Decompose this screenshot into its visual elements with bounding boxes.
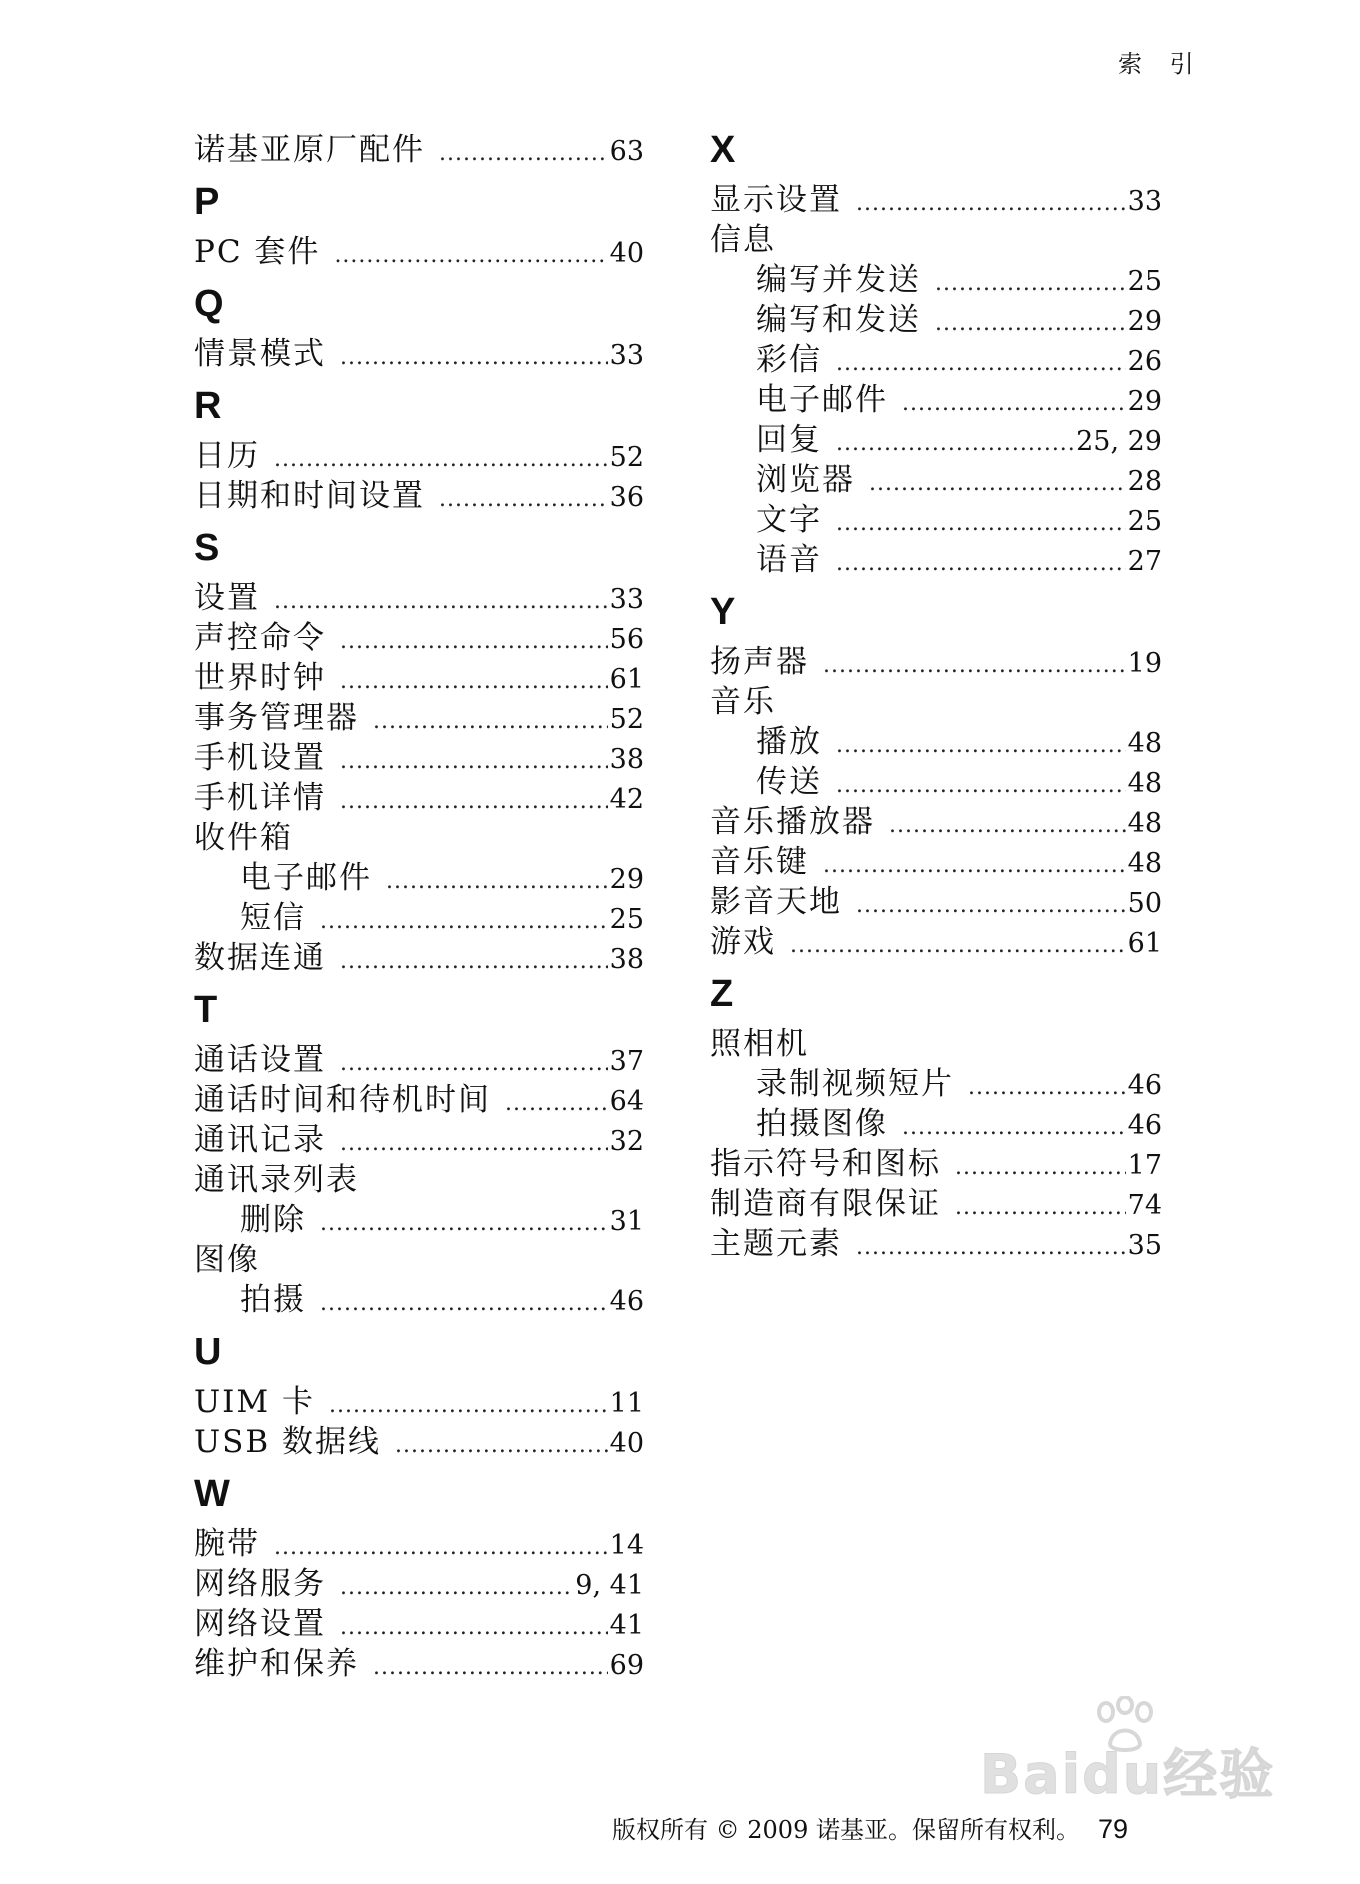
index-entry: [710, 1024, 1162, 1064]
dot-leader: [968, 1068, 1126, 1108]
index-page: 36: [609, 482, 644, 513]
index-entry: [710, 1184, 1162, 1224]
index-page: 17: [1127, 1150, 1162, 1181]
index-section: [194, 386, 644, 516]
index-page: 48: [1127, 728, 1162, 759]
index-term: 编写和发送: [756, 302, 921, 338]
index-term: 手机设置: [194, 740, 326, 776]
dot-leader: [955, 1148, 1126, 1188]
index-subentry: [710, 762, 1162, 802]
index-page: 48: [1127, 848, 1162, 879]
index-page: 63: [609, 136, 644, 167]
index-subentry: [710, 1104, 1162, 1144]
index-term: 图像: [194, 1242, 260, 1278]
dot-leader: [869, 464, 1126, 504]
dot-leader: [836, 766, 1126, 806]
dot-leader: [320, 902, 608, 942]
index-entry: [194, 778, 644, 818]
index-page: 29: [1127, 386, 1162, 417]
index-entry: [194, 1080, 644, 1120]
index-term: 腕带: [194, 1526, 260, 1562]
index-term: 设置: [194, 580, 260, 616]
index-subentry: [710, 260, 1162, 300]
index-entry: [194, 1524, 644, 1564]
index-section: [194, 990, 644, 1320]
section-letter: Y: [710, 591, 736, 633]
index-page: 33: [609, 584, 644, 615]
index-entry: [194, 130, 644, 170]
index-page: 61: [609, 664, 644, 695]
index-page: 41: [609, 1610, 644, 1641]
index-page: 61: [1127, 928, 1162, 959]
dot-leader: [856, 1228, 1126, 1268]
index-entry: [194, 436, 644, 476]
index-term: 诺基亚原厂配件: [194, 132, 425, 168]
dot-leader: [340, 1124, 608, 1164]
index-page: 38: [609, 744, 644, 775]
index-entry: [710, 642, 1162, 682]
index-section: [194, 284, 644, 374]
index-page: 37: [609, 1046, 644, 1077]
index-page: 38: [609, 944, 644, 975]
index-subentry: [194, 1280, 644, 1320]
index-page: 14: [609, 1530, 644, 1561]
index-page: 9, 41: [575, 1570, 644, 1601]
index-page: 33: [609, 340, 644, 371]
index-subentry: [194, 1200, 644, 1240]
dot-leader: [386, 862, 608, 902]
index-term: 维护和保养: [194, 1646, 359, 1682]
index-page: 50: [1127, 888, 1162, 919]
index-term: 扬声器: [710, 644, 809, 680]
index-term: 制造商有限保证: [710, 1186, 941, 1222]
index-subentry: [710, 300, 1162, 340]
index-term: 文字: [756, 502, 822, 538]
copyright-text: 版权所有 © 2009 诺基亚。保留所有权利。: [612, 1816, 1080, 1844]
section-letter: T: [194, 989, 218, 1031]
index-term: 声控命令: [194, 620, 326, 656]
index-entry: [194, 232, 644, 272]
dot-leader: [340, 1568, 573, 1608]
index-term: 网络设置: [194, 1606, 326, 1642]
index-section: [194, 182, 644, 272]
index-term: 数据连通: [194, 940, 326, 976]
index-term: PC 套件: [194, 234, 321, 270]
dot-leader: [320, 1204, 608, 1244]
index-page: 52: [609, 704, 644, 735]
index-subentry: [710, 420, 1162, 460]
index-page: 46: [1127, 1070, 1162, 1101]
index-entry: [194, 938, 644, 978]
index-subentry: [710, 340, 1162, 380]
index-term: USB 数据线: [194, 1424, 381, 1460]
index-subentry: [710, 500, 1162, 540]
dot-leader: [274, 1528, 608, 1568]
index-page: 56: [609, 624, 644, 655]
dot-leader: [373, 1648, 608, 1688]
index-subentry: [710, 380, 1162, 420]
dot-leader: [823, 846, 1126, 886]
index-term: 主题元素: [710, 1226, 842, 1262]
index-sections-right: [710, 130, 1162, 1264]
index-term: 通话设置: [194, 1042, 326, 1078]
section-letter: X: [710, 129, 736, 171]
index-entry: [194, 1160, 644, 1200]
index-entry: [710, 802, 1162, 842]
index-page: 46: [609, 1286, 644, 1317]
index-entry: [710, 1224, 1162, 1264]
index-page: 40: [609, 1428, 644, 1459]
index-column-left: [194, 130, 644, 1684]
index-entry: [710, 842, 1162, 882]
index-entry: [710, 220, 1162, 260]
dot-leader: [274, 582, 608, 622]
index-page: 40: [609, 238, 644, 269]
index-term: 网络服务: [194, 1566, 326, 1602]
section-letter: S: [194, 527, 220, 569]
dot-leader: [902, 1108, 1126, 1148]
section-letter: Z: [710, 973, 734, 1015]
index-entry: [194, 618, 644, 658]
index-term: UIM 卡: [194, 1384, 315, 1420]
index-entry: [710, 922, 1162, 962]
index-term: 信息: [710, 222, 776, 258]
section-letter: W: [194, 1473, 230, 1515]
dot-leader: [836, 504, 1126, 544]
dot-leader: [334, 236, 607, 276]
index-term: 回复: [756, 422, 822, 458]
index-term: 手机详情: [194, 780, 326, 816]
dot-leader: [836, 544, 1126, 584]
index-section: [710, 974, 1162, 1264]
watermark-text: Baidu经验: [980, 1743, 1276, 1806]
dot-leader: [395, 1426, 608, 1466]
index-term: 日历: [194, 438, 260, 474]
index-term: 音乐: [710, 684, 776, 720]
running-head: 索 引: [1118, 50, 1204, 78]
dot-leader: [836, 344, 1126, 384]
index-term: 事务管理器: [194, 700, 359, 736]
index-page: 25: [1127, 266, 1162, 297]
index-term: 游戏: [710, 924, 776, 960]
index-term: 指示符号和图标: [710, 1146, 941, 1182]
index-page: 52: [609, 442, 644, 473]
index-section: [710, 592, 1162, 962]
index-entry: [710, 882, 1162, 922]
dot-leader: [329, 1386, 608, 1426]
index-subentry: [194, 858, 644, 898]
index-page: 32: [609, 1126, 644, 1157]
dot-leader: [955, 1188, 1126, 1228]
index-page: 69: [609, 1650, 644, 1681]
dot-leader: [935, 304, 1126, 344]
index-subentry: [710, 540, 1162, 580]
index-term: 情景模式: [194, 336, 326, 372]
index-sections-left: [194, 182, 644, 1684]
index-page: 25: [609, 904, 644, 935]
index-term: 语音: [756, 542, 822, 578]
index-page: 25, 29: [1076, 426, 1162, 457]
index-entry: [194, 818, 644, 858]
index-section: [194, 528, 644, 978]
index-subentry: [710, 1064, 1162, 1104]
index-entry: [194, 1604, 644, 1644]
index-entry: [194, 1382, 644, 1422]
index-section: [194, 1332, 644, 1462]
index-page: 27: [1127, 546, 1162, 577]
index-page: 29: [609, 864, 644, 895]
index-entry: [194, 578, 644, 618]
index-page: 29: [1127, 306, 1162, 337]
index-entry: [710, 682, 1162, 722]
dot-leader: [340, 1608, 608, 1648]
index-column-right: [710, 130, 1162, 1264]
index-term: 音乐播放器: [710, 804, 875, 840]
dot-leader: [340, 1044, 608, 1084]
index-section: [194, 1474, 644, 1684]
dot-leader: [320, 1284, 608, 1324]
index-term: 传送: [756, 764, 822, 800]
index-entry: [194, 1644, 644, 1684]
section-letter: P: [194, 181, 220, 223]
index-term: 拍摄图像: [756, 1106, 888, 1142]
dot-leader: [340, 662, 608, 702]
index-term: 照相机: [710, 1026, 809, 1062]
index-term: 通话时间和待机时间: [194, 1082, 491, 1118]
index-entry: [194, 658, 644, 698]
section-letter: R: [194, 385, 222, 427]
index-term: 音乐键: [710, 844, 809, 880]
dot-leader: [340, 942, 608, 982]
index-page: 42: [609, 784, 644, 815]
index-term: 编写并发送: [756, 262, 921, 298]
index-entry: [194, 1564, 644, 1604]
index-term: 通讯录列表: [194, 1162, 359, 1198]
dot-leader: [836, 726, 1126, 766]
index-term: 删除: [240, 1202, 306, 1238]
index-section: [710, 130, 1162, 580]
index-entry: [194, 1120, 644, 1160]
dot-leader: [505, 1084, 608, 1124]
index-entry: [194, 1040, 644, 1080]
index-term: 彩信: [756, 342, 822, 378]
index-page: 11: [609, 1388, 644, 1419]
dot-leader: [439, 134, 608, 174]
index-page: 31: [609, 1206, 644, 1237]
dot-leader: [836, 424, 1074, 464]
index-page: 35: [1127, 1230, 1162, 1261]
dot-leader: [373, 702, 608, 742]
index-term: 电子邮件: [756, 382, 888, 418]
dot-leader: [340, 782, 608, 822]
index-term: 世界时钟: [194, 660, 326, 696]
dot-leader: [935, 264, 1126, 304]
index-term: 拍摄: [240, 1282, 306, 1318]
dot-leader: [274, 440, 608, 480]
dot-leader: [439, 480, 608, 520]
dot-leader: [823, 646, 1126, 686]
index-term: 电子邮件: [240, 860, 372, 896]
page-number: 79: [1097, 1814, 1129, 1844]
index-page: 48: [1127, 768, 1162, 799]
index-entry: [194, 334, 644, 374]
dot-leader: [856, 184, 1126, 224]
index-page: 64: [609, 1086, 644, 1117]
index-term: 短信: [240, 900, 306, 936]
index-page: 46: [1127, 1110, 1162, 1141]
dot-leader: [340, 742, 608, 782]
index-entry: [194, 698, 644, 738]
index-page: 28: [1127, 466, 1162, 497]
index-subentry: [710, 722, 1162, 762]
index-entry: [194, 738, 644, 778]
section-letter: Q: [194, 283, 224, 325]
index-term: 通讯记录: [194, 1122, 326, 1158]
index-page: 74: [1127, 1190, 1162, 1221]
index-entry: [710, 1144, 1162, 1184]
index-term: 录制视频短片: [756, 1066, 954, 1102]
index-page: 19: [1127, 648, 1162, 679]
index-page: 33: [1127, 186, 1162, 217]
index-term: 显示设置: [710, 182, 842, 218]
index-term: 播放: [756, 724, 822, 760]
index-term: 日期和时间设置: [194, 478, 425, 514]
dot-leader: [856, 886, 1126, 926]
index-entry: [194, 476, 644, 516]
dot-leader: [340, 338, 608, 378]
index-entry: [194, 1240, 644, 1280]
dot-leader: [902, 384, 1126, 424]
dot-leader: [889, 806, 1126, 846]
index-page: 25: [1127, 506, 1162, 537]
index-subentry: [194, 898, 644, 938]
index-page: 26: [1127, 346, 1162, 377]
index-term: 浏览器: [756, 462, 855, 498]
index-page: 48: [1127, 808, 1162, 839]
dot-leader: [790, 926, 1126, 966]
page-footer: [612, 1810, 1128, 1845]
index-entry: [194, 1422, 644, 1462]
index-subentry: [710, 460, 1162, 500]
watermark-logo: [950, 1696, 1280, 1806]
section-letter: U: [194, 1331, 222, 1373]
index-entry: [710, 180, 1162, 220]
dot-leader: [340, 622, 608, 662]
index-term: 收件箱: [194, 820, 293, 856]
index-term: 影音天地: [710, 884, 842, 920]
